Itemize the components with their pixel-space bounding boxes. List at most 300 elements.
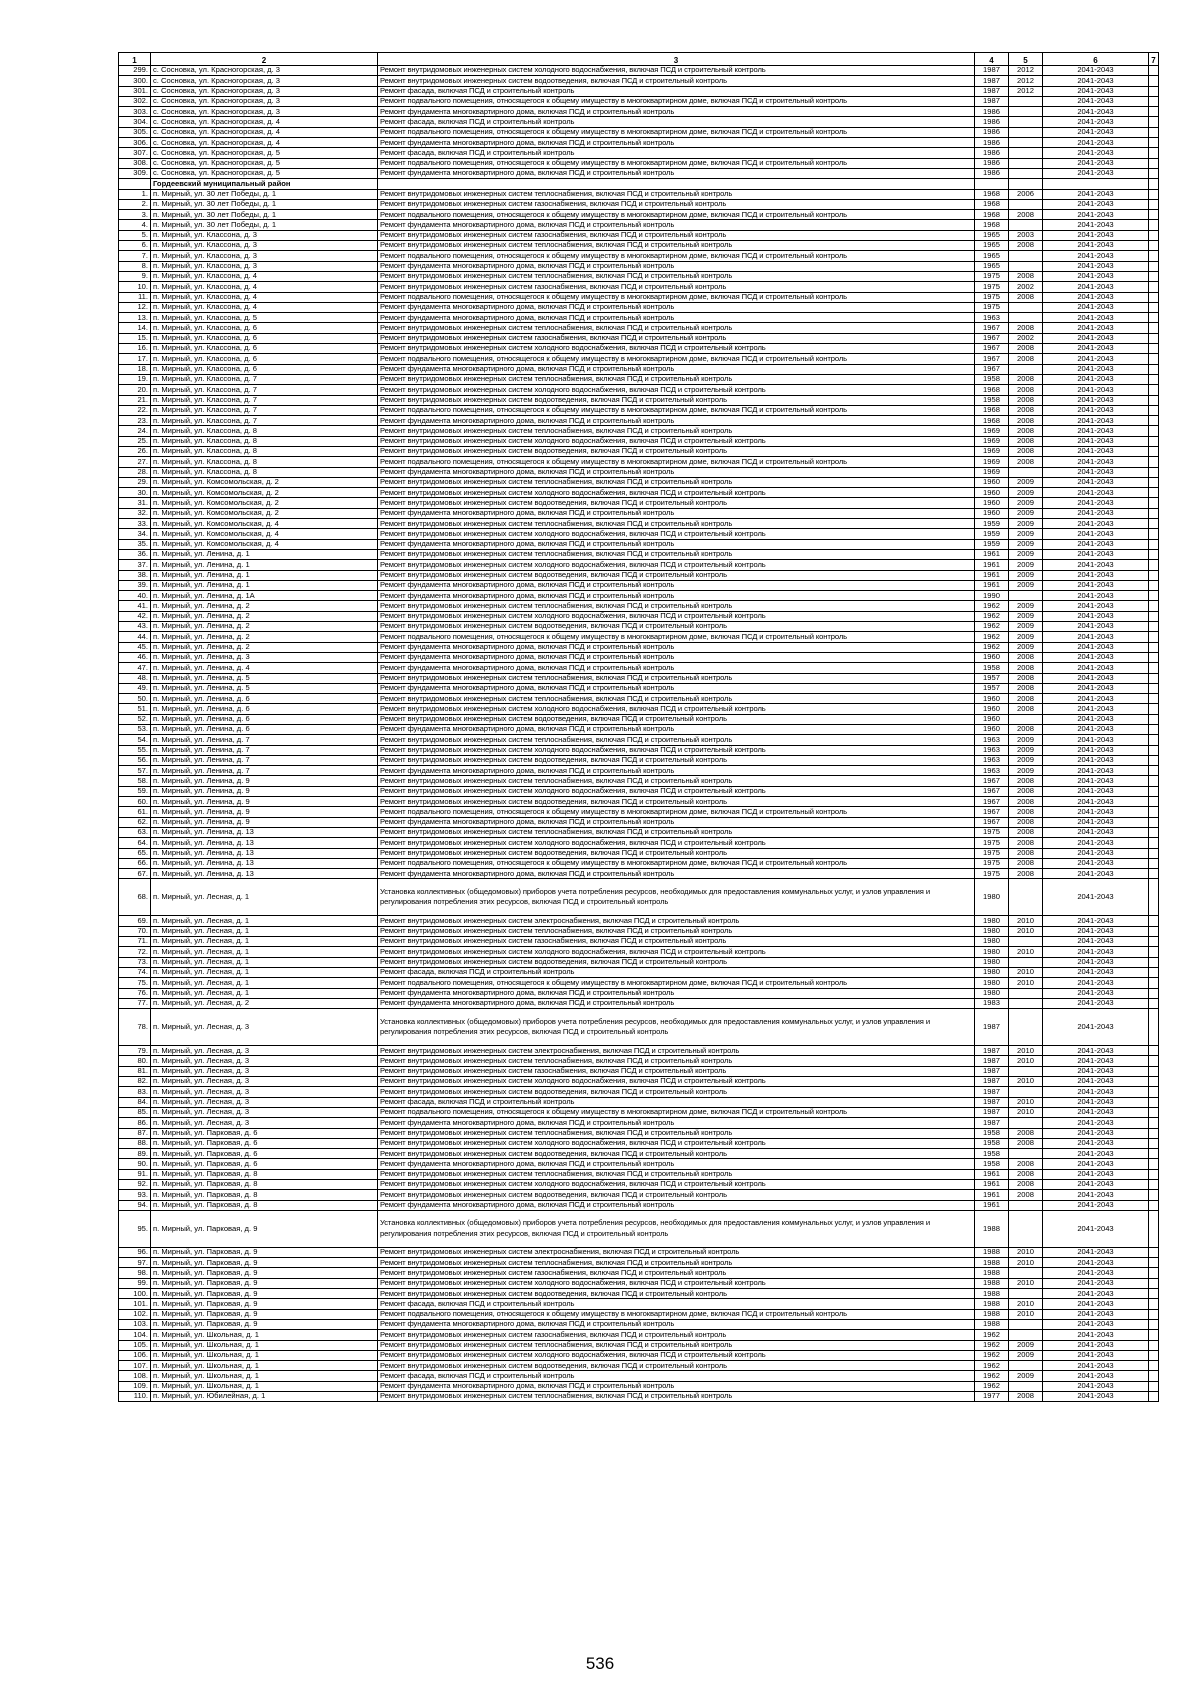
build-year-cell: 1961 [975, 1179, 1009, 1189]
address-cell: п. Мирный, ул. Ленина, д. 9 [151, 807, 378, 817]
table-row [119, 230, 1159, 240]
table-row [119, 416, 1159, 426]
row-number: 37. [119, 560, 151, 570]
build-year-cell: 1962 [975, 632, 1009, 642]
work-description-cell: Ремонт фундамента многоквартирного дома, включая ПСД и строительный контроль [378, 261, 975, 271]
row-number: 103. [119, 1319, 151, 1329]
planned-period-cell: 2041-2043 [1043, 967, 1149, 977]
address-cell: п. Мирный, ул. Парковая, д. 9 [151, 1319, 378, 1329]
planned-period-cell: 2041-2043 [1043, 1309, 1149, 1319]
build-year-cell: 1969 [975, 467, 1009, 477]
row-number: 25. [119, 436, 151, 446]
build-year-cell: 1987 [975, 1046, 1009, 1056]
row-number: 48. [119, 673, 151, 683]
build-year-cell: 1957 [975, 683, 1009, 693]
last-repair-year-cell: 2009 [1009, 622, 1043, 632]
work-description-cell: Ремонт фундамента многоквартирного дома, включая ПСД и строительный контроль [378, 467, 975, 477]
work-description-cell: Ремонт фундамента многоквартирного дома, включая ПСД и строительный контроль [378, 766, 975, 776]
build-year-cell: 1962 [975, 1350, 1009, 1360]
table-row [119, 858, 1159, 868]
row-number: 1. [119, 189, 151, 199]
build-year-cell: 1988 [975, 1258, 1009, 1268]
table-header-row [119, 53, 1159, 66]
address-cell: п. Мирный, ул. Ленина, д. 2 [151, 642, 378, 652]
table-row [119, 282, 1159, 292]
work-description-cell: Ремонт фундамента многоквартирного дома, включая ПСД и строительный контроль [378, 663, 975, 673]
work-description-cell: Ремонт внутридомовых инженерных систем водоотведения, включая ПСД и строительный контроль [378, 446, 975, 456]
planned-period-cell: 2041-2043 [1043, 1361, 1149, 1371]
last-repair-year-cell: 2012 [1009, 76, 1043, 86]
planned-period-cell: 2041-2043 [1043, 745, 1149, 755]
planned-period-cell: 2041-2043 [1043, 395, 1149, 405]
last-repair-year-cell [1009, 117, 1043, 127]
planned-period-cell: 2041-2043 [1043, 158, 1149, 168]
row-number: 54. [119, 735, 151, 745]
planned-period-cell: 2041-2043 [1043, 344, 1149, 354]
address-cell: п. Мирный, ул. Ленина, д. 2 [151, 632, 378, 642]
last-repair-year-cell [1009, 220, 1043, 230]
planned-period-cell: 2041-2043 [1043, 807, 1149, 817]
address-cell: п. Мирный, ул. Классона, д. 4 [151, 292, 378, 302]
build-year-cell: 1961 [975, 1190, 1009, 1200]
planned-period-cell: 2041-2043 [1043, 988, 1149, 998]
table-row [119, 1190, 1159, 1200]
work-description-cell: Ремонт внутридомовых инженерных систем водоотведения, включая ПСД и строительный контроль [378, 797, 975, 807]
empty-cell [1149, 1258, 1159, 1268]
empty-cell [1149, 395, 1159, 405]
table-row [119, 926, 1159, 936]
table-row [119, 967, 1159, 977]
table-row [119, 446, 1159, 456]
row-number: 75. [119, 978, 151, 988]
address-cell: п. Мирный, ул. Классона, д. 3 [151, 241, 378, 251]
empty-cell [1149, 251, 1159, 261]
table-row [119, 426, 1159, 436]
capital-repair-table [118, 52, 1159, 1402]
work-description-cell: Ремонт внутридомовых инженерных систем холодного водоснабжения, включая ПСД и строительный контроль [378, 66, 975, 76]
work-description-cell: Ремонт подвального помещения, относящегося к общему имуществу в многоквартирном доме, включая ПСД и строительный контроль [378, 1309, 975, 1319]
build-year-cell: 1980 [975, 926, 1009, 936]
build-year-cell: 1962 [975, 642, 1009, 652]
empty-cell [1149, 508, 1159, 518]
row-number: 101. [119, 1299, 151, 1309]
address-cell: п. Мирный, ул. 30 лет Победы, д. 1 [151, 189, 378, 199]
section-empty-cell [378, 179, 975, 189]
build-year-cell: 1961 [975, 1169, 1009, 1179]
address-cell: п. Мирный, ул. Комсомольская, д. 4 [151, 519, 378, 529]
work-description-cell: Ремонт внутридомовых инженерных систем водоотведения, включая ПСД и строительный контроль [378, 622, 975, 632]
empty-cell [1149, 1247, 1159, 1257]
planned-period-cell: 2041-2043 [1043, 1159, 1149, 1169]
empty-cell [1149, 725, 1159, 735]
last-repair-year-cell: 2010 [1009, 978, 1043, 988]
empty-cell [1149, 385, 1159, 395]
address-cell: п. Мирный, ул. Ленина, д. 9 [151, 817, 378, 827]
table-row [119, 817, 1159, 827]
planned-period-cell: 2041-2043 [1043, 66, 1149, 76]
row-number: 70. [119, 926, 151, 936]
row-number: 97. [119, 1258, 151, 1268]
last-repair-year-cell: 2008 [1009, 694, 1043, 704]
table-row [119, 978, 1159, 988]
last-repair-year-cell: 2009 [1009, 601, 1043, 611]
row-number: 4. [119, 220, 151, 230]
table-row [119, 374, 1159, 384]
build-year-cell: 1961 [975, 549, 1009, 559]
work-description-cell: Ремонт фундамента многоквартирного дома, включая ПСД и строительный контроль [378, 683, 975, 693]
table-row [119, 1309, 1159, 1319]
table-row [119, 76, 1159, 86]
work-description-cell: Ремонт внутридомовых инженерных систем водоотведения, включая ПСД и строительный контроль [378, 76, 975, 86]
build-year-cell: 1960 [975, 704, 1009, 714]
empty-cell [1149, 467, 1159, 477]
table-row [119, 1107, 1159, 1117]
build-year-cell: 1968 [975, 416, 1009, 426]
last-repair-year-cell: 2003 [1009, 230, 1043, 240]
build-year-cell: 1963 [975, 766, 1009, 776]
work-description-cell: Ремонт подвального помещения, относящегося к общему имуществу в многоквартирном доме, включая ПСД и строительный контроль [378, 158, 975, 168]
address-cell: п. Мирный, ул. Школьная, д. 1 [151, 1350, 378, 1360]
table-row [119, 261, 1159, 271]
build-year-cell: 1967 [975, 364, 1009, 374]
row-number: 41. [119, 601, 151, 611]
address-cell: п. Мирный, ул. Ленина, д. 6 [151, 714, 378, 724]
build-year-cell: 1987 [975, 96, 1009, 106]
last-repair-year-cell [1009, 1381, 1043, 1391]
planned-period-cell: 2041-2043 [1043, 292, 1149, 302]
address-cell: с. Сосновка, ул. Красногорская, д. 5 [151, 158, 378, 168]
planned-period-cell: 2041-2043 [1043, 1299, 1149, 1309]
build-year-cell: 1987 [975, 1056, 1009, 1066]
table-row [119, 642, 1159, 652]
last-repair-year-cell [1009, 988, 1043, 998]
empty-cell [1149, 416, 1159, 426]
last-repair-year-cell: 2008 [1009, 673, 1043, 683]
row-number: 77. [119, 998, 151, 1008]
empty-cell [1149, 168, 1159, 178]
row-number: 35. [119, 539, 151, 549]
empty-cell [1149, 1289, 1159, 1299]
empty-cell [1149, 1361, 1159, 1371]
empty-cell [1149, 457, 1159, 467]
work-description-cell: Ремонт подвального помещения, относящегося к общему имуществу в многоквартирном доме, включая ПСД и строительный контроль [378, 807, 975, 817]
work-description-cell: Ремонт фасада, включая ПСД и строительный контроль [378, 148, 975, 158]
address-cell: п. Мирный, ул. Ленина, д. 1 [151, 549, 378, 559]
empty-cell [1149, 838, 1159, 848]
last-repair-year-cell: 2008 [1009, 436, 1043, 446]
work-description-cell: Ремонт внутридомовых инженерных систем холодного водоснабжения, включая ПСД и строительный контроль [378, 1179, 975, 1189]
work-description-cell: Ремонт внутридомовых инженерных систем водоотведения, включая ПСД и строительный контроль [378, 848, 975, 858]
last-repair-year-cell [1009, 1066, 1043, 1076]
last-repair-year-cell: 2009 [1009, 498, 1043, 508]
last-repair-year-cell [1009, 1118, 1043, 1128]
work-description-cell: Ремонт фасада, включая ПСД и строительный контроль [378, 86, 975, 96]
build-year-cell: 1969 [975, 457, 1009, 467]
address-cell: п. Мирный, ул. Лесная, д. 1 [151, 879, 378, 916]
empty-cell [1149, 937, 1159, 947]
last-repair-year-cell [1009, 364, 1043, 374]
work-description-cell: Ремонт внутридомовых инженерных систем холодного водоснабжения, включая ПСД и строительный контроль [378, 529, 975, 539]
last-repair-year-cell: 2008 [1009, 704, 1043, 714]
address-cell: с. Сосновка, ул. Красногорская, д. 5 [151, 148, 378, 158]
address-cell: п. Мирный, ул. Школьная, д. 1 [151, 1330, 378, 1340]
empty-cell [1149, 1200, 1159, 1210]
work-description-cell: Ремонт фундамента многоквартирного дома, включая ПСД и строительный контроль [378, 817, 975, 827]
planned-period-cell: 2041-2043 [1043, 776, 1149, 786]
empty-cell [1149, 344, 1159, 354]
empty-cell [1149, 292, 1159, 302]
address-cell: п. Мирный, ул. Ленина, д. 1 [151, 570, 378, 580]
last-repair-year-cell: 2009 [1009, 529, 1043, 539]
empty-cell [1149, 1278, 1159, 1288]
table-row [119, 755, 1159, 765]
table-row [119, 210, 1159, 220]
build-year-cell: 1975 [975, 827, 1009, 837]
table-row [119, 488, 1159, 498]
planned-period-cell: 2041-2043 [1043, 694, 1149, 704]
empty-cell [1149, 611, 1159, 621]
last-repair-year-cell: 2008 [1009, 426, 1043, 436]
last-repair-year-cell: 2008 [1009, 405, 1043, 415]
planned-period-cell: 2041-2043 [1043, 1077, 1149, 1087]
row-number: 38. [119, 570, 151, 580]
build-year-cell: 1988 [975, 1278, 1009, 1288]
empty-cell [1149, 66, 1159, 76]
row-number: 66. [119, 858, 151, 868]
last-repair-year-cell [1009, 199, 1043, 209]
table-row [119, 148, 1159, 158]
table-row [119, 1056, 1159, 1066]
work-description-cell: Ремонт внутридомовых инженерных систем теплоснабжения, включая ПСД и строительный контроль [378, 601, 975, 611]
empty-cell [1149, 302, 1159, 312]
table-row [119, 1392, 1159, 1402]
header-col-4: 4 [975, 53, 1009, 66]
last-repair-year-cell: 2008 [1009, 858, 1043, 868]
work-description-cell: Ремонт внутридомовых инженерных систем электроснабжения, включая ПСД и строительный контроль [378, 916, 975, 926]
row-number: 76. [119, 988, 151, 998]
work-description-cell: Ремонт внутридомовых инженерных систем холодного водоснабжения, включая ПСД и строительный контроль [378, 745, 975, 755]
header-col-6: 6 [1043, 53, 1149, 66]
table-row [119, 652, 1159, 662]
last-repair-year-cell [1009, 879, 1043, 916]
address-cell: п. Мирный, ул. Парковая, д. 9 [151, 1278, 378, 1288]
row-number: 63. [119, 827, 151, 837]
planned-period-cell: 2041-2043 [1043, 1210, 1149, 1247]
empty-cell [1149, 735, 1159, 745]
last-repair-year-cell [1009, 1289, 1043, 1299]
empty-cell [1149, 926, 1159, 936]
planned-period-cell: 2041-2043 [1043, 827, 1149, 837]
planned-period-cell: 2041-2043 [1043, 663, 1149, 673]
empty-cell [1149, 323, 1159, 333]
address-cell: п. Мирный, ул. Ленина, д. 6 [151, 694, 378, 704]
row-number: 67. [119, 869, 151, 879]
planned-period-cell: 2041-2043 [1043, 998, 1149, 1008]
build-year-cell: 1988 [975, 1299, 1009, 1309]
row-number: 52. [119, 714, 151, 724]
address-cell: п. Мирный, ул. Школьная, д. 1 [151, 1381, 378, 1391]
empty-cell [1149, 570, 1159, 580]
address-cell: п. Мирный, ул. Классона, д. 6 [151, 323, 378, 333]
empty-cell [1149, 683, 1159, 693]
table-row [119, 189, 1159, 199]
table-row [119, 1247, 1159, 1257]
row-number: 43. [119, 622, 151, 632]
empty-cell [1149, 313, 1159, 323]
work-description-cell: Ремонт внутридомовых инженерных систем теплоснабжения, включая ПСД и строительный контроль [378, 694, 975, 704]
table-row [119, 271, 1159, 281]
last-repair-year-cell [1009, 1210, 1043, 1247]
last-repair-year-cell [1009, 138, 1043, 148]
address-cell: п. Мирный, ул. Ленина, д. 13 [151, 827, 378, 837]
build-year-cell: 1963 [975, 735, 1009, 745]
row-number: 28. [119, 467, 151, 477]
work-description-cell: Ремонт внутридомовых инженерных систем холодного водоснабжения, включая ПСД и строительный контроль [378, 436, 975, 446]
build-year-cell: 1969 [975, 426, 1009, 436]
table-row [119, 477, 1159, 487]
empty-cell [1149, 549, 1159, 559]
address-cell: п. Мирный, ул. Комсомольская, д. 2 [151, 477, 378, 487]
last-repair-year-cell [1009, 957, 1043, 967]
last-repair-year-cell [1009, 261, 1043, 271]
last-repair-year-cell: 2008 [1009, 776, 1043, 786]
empty-cell [1149, 148, 1159, 158]
empty-cell [1149, 601, 1159, 611]
work-description-cell: Ремонт фундамента многоквартирного дома, включая ПСД и строительный контроль [378, 168, 975, 178]
empty-cell [1149, 745, 1159, 755]
empty-cell [1149, 364, 1159, 374]
build-year-cell: 1986 [975, 107, 1009, 117]
last-repair-year-cell: 2008 [1009, 848, 1043, 858]
planned-period-cell: 2041-2043 [1043, 838, 1149, 848]
table-row [119, 632, 1159, 642]
last-repair-year-cell: 2008 [1009, 416, 1043, 426]
last-repair-year-cell: 2008 [1009, 1169, 1043, 1179]
row-number: 17. [119, 354, 151, 364]
address-cell: п. Мирный, ул. Лесная, д. 3 [151, 1056, 378, 1066]
address-cell: п. Мирный, ул. Парковая, д. 9 [151, 1299, 378, 1309]
work-description-cell: Ремонт внутридомовых инженерных систем холодного водоснабжения, включая ПСД и строительный контроль [378, 1077, 975, 1087]
build-year-cell: 1969 [975, 436, 1009, 446]
row-number: 306. [119, 138, 151, 148]
empty-cell [1149, 817, 1159, 827]
empty-cell [1149, 1066, 1159, 1076]
address-cell: п. Мирный, ул. Ленина, д. 1 [151, 580, 378, 590]
last-repair-year-cell: 2008 [1009, 374, 1043, 384]
build-year-cell: 1962 [975, 1371, 1009, 1381]
planned-period-cell: 2041-2043 [1043, 937, 1149, 947]
address-cell: п. Мирный, ул. Лесная, д. 1 [151, 926, 378, 936]
empty-cell [1149, 652, 1159, 662]
table-body [119, 66, 1159, 1402]
table-row [119, 766, 1159, 776]
work-description-cell: Ремонт фундамента многоквартирного дома, включая ПСД и строительный контроль [378, 220, 975, 230]
build-year-cell: 1960 [975, 508, 1009, 518]
build-year-cell: 1961 [975, 570, 1009, 580]
last-repair-year-cell [1009, 1361, 1043, 1371]
build-year-cell: 1958 [975, 663, 1009, 673]
empty-cell [1149, 807, 1159, 817]
section-empty-cell [1009, 179, 1043, 189]
planned-period-cell: 2041-2043 [1043, 138, 1149, 148]
planned-period-cell: 2041-2043 [1043, 539, 1149, 549]
build-year-cell: 1958 [975, 1159, 1009, 1169]
row-number: 98. [119, 1268, 151, 1278]
planned-period-cell: 2041-2043 [1043, 364, 1149, 374]
planned-period-cell: 2041-2043 [1043, 1392, 1149, 1402]
work-description-cell: Ремонт внутридомовых инженерных систем холодного водоснабжения, включая ПСД и строительный контроль [378, 611, 975, 621]
build-year-cell: 1987 [975, 76, 1009, 86]
address-cell: п. Мирный, ул. Лесная, д. 1 [151, 937, 378, 947]
work-description-cell: Ремонт фундамента многоквартирного дома, включая ПСД и строительный контроль [378, 1200, 975, 1210]
address-cell: с. Сосновка, ул. Красногорская, д. 5 [151, 168, 378, 178]
work-description-cell: Ремонт внутридомовых инженерных систем теплоснабжения, включая ПСД и строительный контроль [378, 1392, 975, 1402]
address-cell: п. Мирный, ул. Ленина, д. 2 [151, 622, 378, 632]
planned-period-cell: 2041-2043 [1043, 1149, 1149, 1159]
last-repair-year-cell: 2009 [1009, 611, 1043, 621]
work-description-cell: Ремонт фундамента многоквартирного дома, включая ПСД и строительный контроль [378, 508, 975, 518]
row-number: 51. [119, 704, 151, 714]
planned-period-cell: 2041-2043 [1043, 611, 1149, 621]
row-number: 3. [119, 210, 151, 220]
table-row [119, 508, 1159, 518]
address-cell: п. Мирный, ул. Комсомольская, д. 4 [151, 539, 378, 549]
address-cell: п. Мирный, ул. Классона, д. 4 [151, 302, 378, 312]
address-cell: п. Мирный, ул. Лесная, д. 3 [151, 1118, 378, 1128]
address-cell: п. Мирный, ул. Комсомольская, д. 2 [151, 498, 378, 508]
address-cell: п. Мирный, ул. Классона, д. 5 [151, 313, 378, 323]
row-number: 95. [119, 1210, 151, 1247]
build-year-cell: 1980 [975, 978, 1009, 988]
planned-period-cell: 2041-2043 [1043, 426, 1149, 436]
table-row [119, 158, 1159, 168]
address-cell: п. Мирный, ул. Лесная, д. 2 [151, 998, 378, 1008]
planned-period-cell: 2041-2043 [1043, 261, 1149, 271]
work-description-cell: Ремонт фундамента многоквартирного дома, включая ПСД и строительный контроль [378, 869, 975, 879]
table-row [119, 673, 1159, 683]
planned-period-cell: 2041-2043 [1043, 436, 1149, 446]
last-repair-year-cell [1009, 107, 1043, 117]
table-row [119, 1299, 1159, 1309]
last-repair-year-cell [1009, 998, 1043, 1008]
planned-period-cell: 2041-2043 [1043, 1107, 1149, 1117]
table-row [119, 138, 1159, 148]
section-empty-cell [1043, 179, 1149, 189]
row-number: 69. [119, 916, 151, 926]
table-row [119, 1169, 1159, 1179]
address-cell: п. Мирный, ул. Ленина, д. 9 [151, 786, 378, 796]
address-cell: с. Сосновка, ул. Красногорская, д. 3 [151, 86, 378, 96]
empty-cell [1149, 138, 1159, 148]
row-number: 15. [119, 333, 151, 343]
empty-cell [1149, 879, 1159, 916]
planned-period-cell: 2041-2043 [1043, 869, 1149, 879]
last-repair-year-cell: 2008 [1009, 1138, 1043, 1148]
empty-cell [1149, 1309, 1159, 1319]
address-cell: п. Мирный, ул. Классона, д. 3 [151, 251, 378, 261]
row-number: 109. [119, 1381, 151, 1391]
work-description-cell: Установка коллективных (общедомовых) приборов учета потребления ресурсов, необходимых для предоставления коммунальных услуг, и узлов управления и регулирования потребления этих ресурсов, включая ПСД и строительный контроль [378, 1210, 975, 1247]
empty-cell [1149, 1350, 1159, 1360]
table-row [119, 467, 1159, 477]
work-description-cell: Ремонт внутридомовых инженерных систем водоотведения, включая ПСД и строительный контроль [378, 957, 975, 967]
build-year-cell: 1967 [975, 797, 1009, 807]
build-year-cell: 1975 [975, 302, 1009, 312]
address-cell: п. Мирный, ул. Ленина, д. 6 [151, 725, 378, 735]
planned-period-cell: 2041-2043 [1043, 957, 1149, 967]
last-repair-year-cell: 2008 [1009, 725, 1043, 735]
address-cell: с. Сосновка, ул. Красногорская, д. 4 [151, 138, 378, 148]
